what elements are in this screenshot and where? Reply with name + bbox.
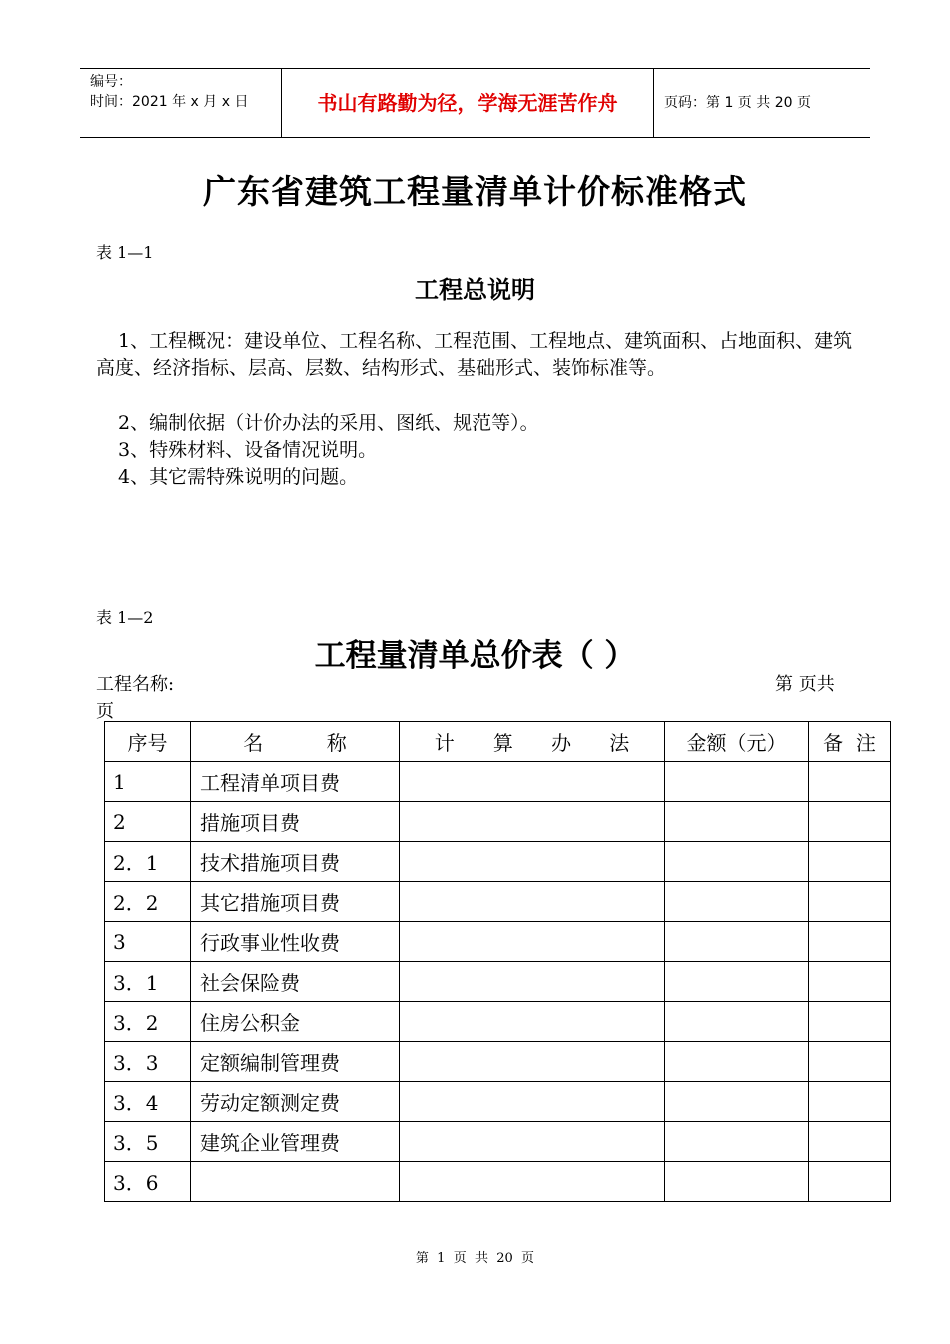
row-remark <box>809 1042 891 1082</box>
row-seq: 3．2 <box>105 1002 191 1042</box>
row-seq: 2 <box>105 802 191 842</box>
row-method <box>400 1162 665 1202</box>
paragraph-3: 3、特殊材料、设备情况说明。 <box>118 439 378 461</box>
page-count-ye: 页 <box>96 701 114 722</box>
row-amount <box>665 1122 809 1162</box>
table-row <box>105 842 891 882</box>
row-method <box>400 882 665 922</box>
paragraph-4: 4、其它需特殊说明的问题。 <box>118 466 359 488</box>
time-label: 时间：2021 年 x 月 x 日 <box>90 94 249 110</box>
table1-label: 表 1—1 <box>96 243 154 262</box>
table2-label: 表 1—2 <box>96 608 154 627</box>
row-method <box>400 1082 665 1122</box>
row-seq: 3．1 <box>105 962 191 1002</box>
row-seq: 3．4 <box>105 1082 191 1122</box>
row-name: 行政事业性收费 <box>191 922 400 962</box>
row-remark <box>809 962 891 1002</box>
table-row <box>105 1122 891 1162</box>
row-method <box>400 1042 665 1082</box>
row-method <box>400 962 665 1002</box>
row-amount <box>665 922 809 962</box>
row-name: 定额编制管理费 <box>191 1042 400 1082</box>
row-seq: 2．1 <box>105 842 191 882</box>
row-remark <box>809 802 891 842</box>
price-table <box>104 721 891 1202</box>
project-name-label: 工程名称: <box>96 674 175 695</box>
header-remark: 备 注 <box>809 722 891 762</box>
page-info: 页码：第 1 页 共 20 页 <box>664 95 811 111</box>
row-method <box>400 922 665 962</box>
row-remark <box>809 1082 891 1122</box>
row-seq: 3 <box>105 922 191 962</box>
row-remark <box>809 762 891 802</box>
row-seq: 3．6 <box>105 1162 191 1202</box>
number-label: 编号： <box>90 74 132 90</box>
motto: 书山有路勤为径，学海无涯苦作舟 <box>282 69 654 137</box>
row-name: 工程清单项目费 <box>191 762 400 802</box>
table-row <box>105 1002 891 1042</box>
row-name: 劳动定额测定费 <box>191 1082 400 1122</box>
table-row <box>105 882 891 922</box>
table-row <box>105 922 891 962</box>
row-name: 建筑企业管理费 <box>191 1122 400 1162</box>
main-title: 广东省建筑工程量清单计价标准格式 <box>203 172 747 211</box>
table-row <box>105 1082 891 1122</box>
row-amount <box>665 1162 809 1202</box>
table-row <box>105 762 891 802</box>
row-name: 其它措施项目费 <box>191 882 400 922</box>
row-method <box>400 802 665 842</box>
row-method <box>400 1002 665 1042</box>
paragraph-2: 2、编制依据（计价办法的采用、图纸、规范等）。 <box>118 412 539 434</box>
header-amount: 金额（元） <box>665 722 809 762</box>
page-footer: 第 1 页 共 20 页 <box>415 1251 535 1266</box>
paragraph-1: 1、工程概况：建设单位、工程名称、工程范围、工程地点、建筑面积、占地面积、建筑高度、经济指标、层高、层数、结构形式、基础形式、装饰标准等。 <box>96 330 853 379</box>
table-row <box>105 962 891 1002</box>
table-row <box>105 802 891 842</box>
row-remark <box>809 882 891 922</box>
row-amount <box>665 962 809 1002</box>
row-remark <box>809 842 891 882</box>
row-method <box>400 762 665 802</box>
row-name <box>191 1162 400 1202</box>
table-header-row <box>105 722 891 762</box>
table-title: 工程量清单总价表（ ） <box>314 638 636 674</box>
row-name: 措施项目费 <box>191 802 400 842</box>
row-seq: 1 <box>105 762 191 802</box>
row-method <box>400 1122 665 1162</box>
row-name: 技术措施项目费 <box>191 842 400 882</box>
row-amount <box>665 1002 809 1042</box>
row-name: 住房公积金 <box>191 1002 400 1042</box>
row-remark <box>809 1122 891 1162</box>
row-amount <box>665 1042 809 1082</box>
header-box <box>80 68 870 138</box>
row-seq: 3．3 <box>105 1042 191 1082</box>
table-row <box>105 1162 891 1202</box>
row-seq: 2．2 <box>105 882 191 922</box>
row-remark <box>809 922 891 962</box>
header-seq: 序号 <box>105 722 191 762</box>
section-title: 工程总说明 <box>415 275 535 304</box>
row-amount <box>665 882 809 922</box>
row-remark <box>809 1002 891 1042</box>
row-amount <box>665 762 809 802</box>
header-name: 名 称 <box>191 722 400 762</box>
header-method: 计 算 办 法 <box>400 722 665 762</box>
page-count-label: 第 页共 <box>775 674 835 695</box>
row-method <box>400 842 665 882</box>
row-amount <box>665 802 809 842</box>
row-amount <box>665 842 809 882</box>
row-amount <box>665 1082 809 1122</box>
row-name: 社会保险费 <box>191 962 400 1002</box>
table-row <box>105 1042 891 1082</box>
header-meta <box>80 69 282 137</box>
row-seq: 3．5 <box>105 1122 191 1162</box>
row-remark <box>809 1162 891 1202</box>
